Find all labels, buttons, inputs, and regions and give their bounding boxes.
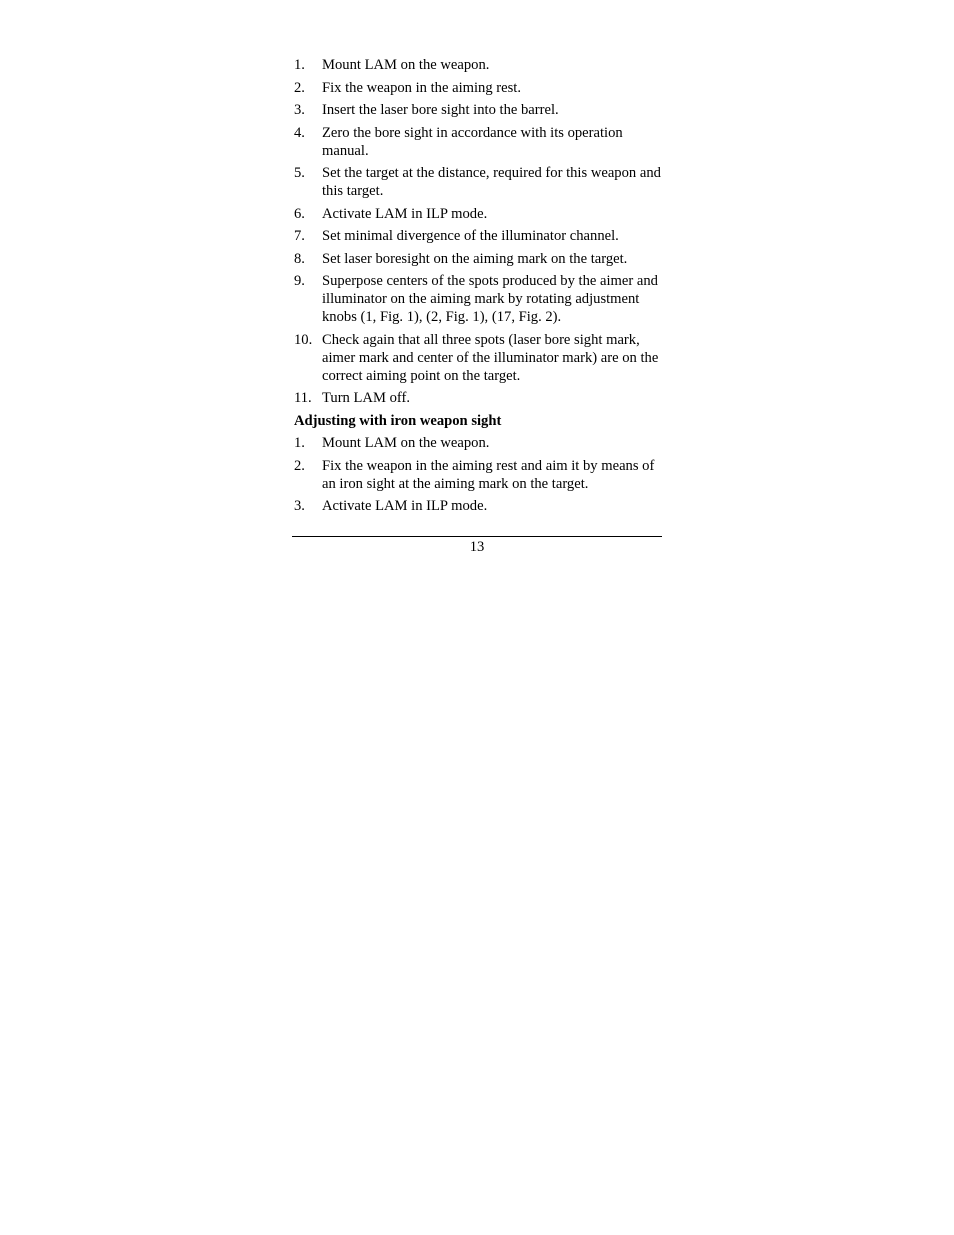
step-number: 1.	[294, 435, 305, 451]
step-text: Fix the weapon in the aiming rest.	[322, 79, 522, 96]
list-item	[294, 56, 662, 74]
list-item	[294, 434, 662, 452]
step-number: 3.	[294, 102, 305, 118]
iron-sight-steps-list	[294, 434, 662, 515]
step-text: Set the target at the distance, required for this weapon and this target.	[322, 165, 661, 199]
step-text: Check again that all three spots (laser bore sight mark, aimer mark and center of the illuminator mark) are on the correct aiming point on the target.	[322, 331, 659, 384]
list-item	[294, 457, 662, 493]
page-content	[294, 56, 662, 520]
list-item	[294, 331, 662, 385]
list-item	[294, 250, 662, 268]
list-item	[294, 79, 662, 97]
page-number: 13	[469, 539, 485, 555]
step-text: Activate LAM in ILP mode.	[322, 498, 488, 514]
step-number: 8.	[294, 250, 305, 267]
step-text: Set laser boresight on the aiming mark on the target.	[322, 250, 628, 267]
list-item	[294, 164, 662, 200]
list-item	[294, 124, 662, 160]
step-number: 5.	[294, 165, 305, 181]
list-item	[294, 101, 662, 119]
step-text: Superpose centers of the spots produced by the aimer and illuminator on the aiming mark by rotating adjustment knobs (1, Fig. 1), (2, Fig. 1), (17, Fig. 2).	[322, 273, 658, 325]
step-text: Zero the bore sight in accordance with its operation manual.	[322, 124, 623, 159]
step-number: 2.	[294, 79, 305, 96]
step-number: 4.	[294, 124, 305, 141]
step-text: Activate LAM in ILP mode.	[322, 205, 488, 222]
step-number: 3.	[294, 498, 305, 514]
boresight-steps-list	[294, 56, 662, 407]
step-number: 2.	[294, 457, 305, 474]
list-item	[294, 497, 662, 515]
footer-divider	[292, 536, 662, 537]
step-number: 7.	[294, 228, 305, 244]
step-number: 9.	[294, 273, 305, 289]
step-text: Insert the laser bore sight into the barrel.	[322, 102, 559, 118]
step-text: Mount LAM on the weapon.	[322, 435, 490, 451]
step-number: 11.	[294, 390, 312, 406]
list-item	[294, 205, 662, 223]
step-number: 10.	[294, 331, 313, 348]
list-item	[294, 389, 662, 407]
list-item	[294, 227, 662, 245]
step-text: Fix the weapon in the aiming rest and aim it by means of an iron sight at the aiming mark on the target.	[322, 457, 655, 492]
step-text: Mount LAM on the weapon.	[322, 57, 490, 73]
step-number: 6.	[294, 205, 305, 222]
step-text: Set minimal divergence of the illuminator channel.	[322, 228, 619, 244]
step-number: 1.	[294, 57, 305, 73]
step-text: Turn LAM off.	[322, 390, 410, 406]
list-item	[294, 272, 662, 326]
section-heading: Adjusting with iron weapon sight	[294, 412, 502, 429]
